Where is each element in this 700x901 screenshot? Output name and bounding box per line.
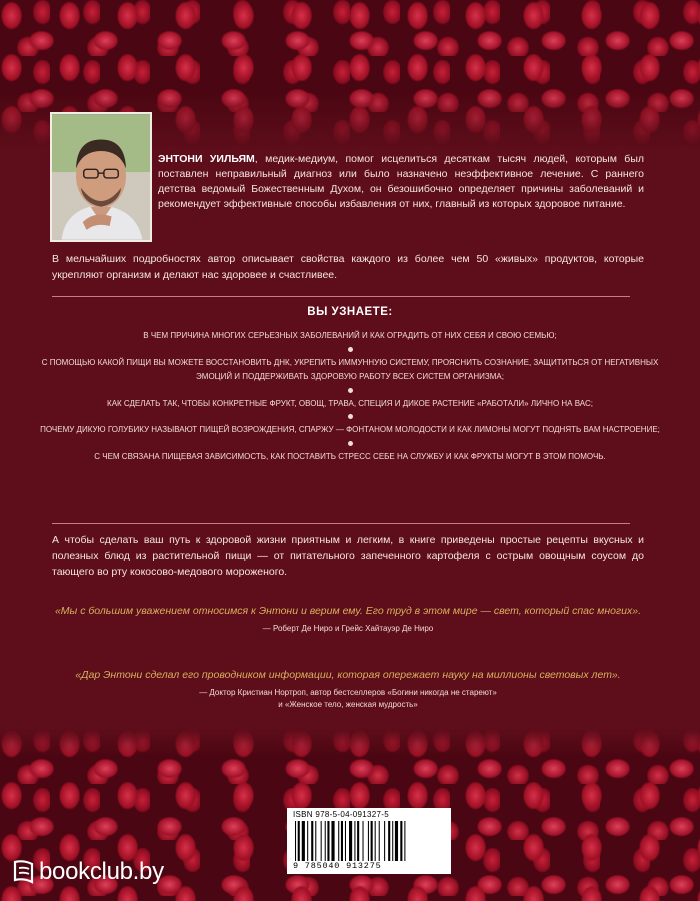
- author-bio-text: , медик-медиум, помог исцелиться десяткам тысяч людей, которым был поставлен неправильный диагноз или было назначено неэффективное лечение. С раннего детства ведомый Божественным Духом, он безошибочно определяет причины заболеваний и рекомендует эффективные способы избавления от них, главный из которых здоровое питание.: [158, 153, 644, 210]
- learn-item: В ЧЕМ ПРИЧИНА МНОГИХ СЕРЬЕЗНЫХ ЗАБОЛЕВАНИЙ И КАК ОГРАДИТЬ ОТ НИХ СЕБЯ И СВОЮ СЕМЬЮ;: [143, 331, 557, 340]
- learn-item: С ЧЕМ СВЯЗАНА ПИЩЕВАЯ ЗАВИСИМОСТЬ, КАК ПОСТАВИТЬ СТРЕСС СЕБЕ НА СЛУЖБУ И КАК ФРУКТЫ МОГУТ В ЭТОМ ПОМОЧЬ.: [94, 451, 606, 461]
- learn-item: С ПОМОЩЬЮ КАКОЙ ПИЩИ ВЫ МОЖЕТЕ ВОССТАНОВИТЬ ДНК, УКРЕПИТЬ ИММУННУЮ СИСТЕМУ, ПРОЯСНИТЬ СОЗНАНИЕ, ЗАЩИТИТЬСЯ ОТ НЕГАТИВНЫХ ЭМОЦИЙ И ПОДДЕРЖИВАТЬ ЗДОРОВУЮ РАБОТУ ВСЕХ СИСТЕМ ОРГАНИЗМА;: [41, 357, 659, 381]
- barcode-bars-icon: [293, 821, 445, 861]
- bullet-icon: [348, 388, 353, 393]
- author-bio: [158, 152, 644, 212]
- learn-item: КАК СДЕЛАТЬ ТАК, ЧТОБЫ КОНКРЕТНЫЕ ФРУКТ, ОВОЩ, ТРАВА, СПЕЦИЯ И ДИКОЕ РАСТЕНИЕ «РАБОТАЛИ» ЛИЧНО НА ВАС;: [107, 398, 593, 408]
- bullet-icon: [348, 441, 353, 446]
- bullet-icon: [348, 347, 353, 352]
- book-logo-icon: [12, 858, 36, 886]
- quote-text: «Мы с большим уважением относимся к Энтони и верим ему. Его труд в этом мире — свет, который спас многих».: [54, 605, 642, 617]
- learn-heading: ВЫ УЗНАЕТЕ:: [307, 306, 393, 318]
- quote-block: [52, 604, 644, 635]
- logo-text: bookclub.by: [39, 858, 164, 885]
- quote-block: [52, 668, 644, 711]
- outro-paragraph: А чтобы сделать ваш путь к здоровой жизни приятным и легким, в книге приведены простые рецепты вкусных и полезных блюд из растительной пищи — от питательного запеченного картофеля с острым овощным соусом до тающего во рту кокосово-медового мороженого.: [52, 534, 644, 578]
- author-portrait-icon: [52, 114, 150, 240]
- quote-text: «Дар Энтони сделал его проводником информации, которая опережает науку на миллионы световых лет».: [75, 669, 621, 681]
- bullet-icon: [348, 414, 353, 419]
- publisher-logo: [12, 858, 164, 886]
- quote-source-line: — Доктор Кристиан Нортроп, автор бестселлеров «Богини никогда не стареют»: [199, 687, 497, 697]
- intro-paragraph: В мельчайших подробностях автор описывает свойства каждого из более чем 50 «живых» продуктов, которые укрепляют организм и делают нас здоровее и счастливее.: [52, 253, 644, 281]
- quote-source: [52, 687, 644, 711]
- author-name: ЭНТОНИ УИЛЬЯМ: [158, 153, 255, 165]
- divider-bottom: [52, 523, 630, 524]
- isbn-barcode: [287, 808, 451, 874]
- divider-top: [52, 296, 630, 297]
- learn-list: [40, 329, 660, 464]
- learn-item: ПОЧЕМУ ДИКУЮ ГОЛУБИКУ НАЗЫВАЮТ ПИЩЕЙ ВОЗРОЖДЕНИЯ, СПАРЖУ — ФОНТАНОМ МОЛОДОСТИ И КАК ЛИМОНЫ МОГУТ ПОДНЯТЬ ВАМ НАСТРОЕНИЕ;: [40, 425, 660, 434]
- barcode-digits: 9 785040 913275: [293, 861, 382, 871]
- isbn-text: ISBN 978-5-04-091327-5: [293, 810, 389, 819]
- author-photo: [50, 112, 152, 242]
- quote-source-line: и «Женское тело, женская мудрость»: [278, 699, 418, 709]
- quote-source: — Роберт Де Ниро и Грейс Хайтауэр Де Ниро: [262, 623, 434, 633]
